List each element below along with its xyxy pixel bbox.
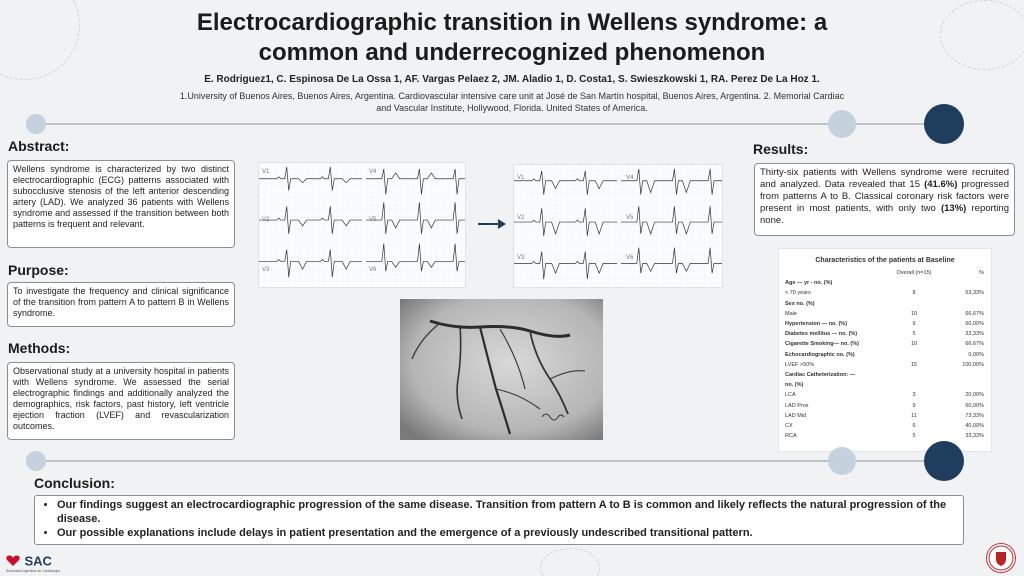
- coronary-angiography-image: [400, 299, 603, 440]
- table-row: [785, 421, 985, 431]
- purpose-heading: Purpose:: [8, 262, 69, 278]
- ecg-lead-label: V1: [517, 175, 525, 181]
- table-cell-overall: 15: [910, 361, 918, 368]
- abstract-box: Wellens syndrome is characterized by two distinct electrocardiographic (ECG) patterns associated with subocclusive stenosis of the left anterior descending artery (LAD). We analyzed 36 patients with Wellens syndrome and assessed if the transition between both patterns is frequent and relevant.: [7, 160, 235, 248]
- results-box: [754, 163, 1015, 236]
- results-text-a: Thirty-six patients with Wellens syndrome were recruited and analyzed. Data revealed that 15: [760, 167, 1009, 190]
- table-row: [785, 380, 985, 390]
- table-col-pct: %: [979, 270, 984, 277]
- table-cell-label: Male: [785, 310, 797, 317]
- table-cell-label: RCA: [785, 433, 797, 440]
- table-cell-pct: 66,67%: [965, 341, 984, 348]
- ecg-pattern-a: [258, 162, 466, 288]
- ecg-lead-label: V6: [626, 255, 634, 261]
- baseline-characteristics-table: [778, 248, 992, 452]
- ecg-lead-label: V4: [369, 169, 377, 175]
- table-row: [785, 309, 985, 319]
- table-cell-overall: 6: [912, 422, 916, 429]
- ecg-strip-b: [514, 165, 722, 287]
- title-line-2: common and underrecognized phenomenon: [258, 39, 766, 66]
- authors: E. Rodriguez1, C. Espinosa De La Ossa 1, AF. Vargas Pelaez 2, JM. Aladio 1, D. Costa1, S. Swieszkowski 1, RA. Perez De La Hoz 1.: [204, 74, 820, 85]
- table-cell-label: LCA: [785, 392, 796, 399]
- table-cell-pct: 53,33%: [965, 290, 984, 297]
- table-cell-pct: 60,00%: [965, 321, 984, 328]
- title-line-1: Electrocardiographic transition in Wellens syndrome: a: [196, 9, 828, 36]
- institution-seal: [986, 543, 1016, 573]
- table-cell-pct: 66,67%: [965, 310, 984, 317]
- table-row: [785, 350, 985, 360]
- decorative-ring: [0, 0, 80, 80]
- ecg-lead-label: V6: [369, 267, 377, 273]
- table-row: [785, 278, 985, 288]
- ecg-pattern-b: [513, 164, 723, 288]
- table-row: [785, 339, 985, 349]
- table-cell-label: Diabetes mellitus — no. (%): [785, 331, 858, 338]
- sac-logo-subtext: Sociedad Argentina de Cardiología: [6, 569, 61, 573]
- results-heading: Results:: [753, 141, 809, 157]
- top-divider: [30, 123, 950, 125]
- table-cell-overall: 10: [910, 341, 918, 348]
- table-cell-overall: 11: [911, 412, 917, 419]
- table-cell-overall: 9: [912, 402, 916, 409]
- divider-dot: [924, 441, 964, 481]
- table-cell-label: Age — yr - no. (%): [785, 280, 833, 287]
- table-cell-label: no. (%): [785, 382, 804, 389]
- conclusion-bullet: • Our possible explanations include delays in patient presentation and the emergence of a previously undescribed transitional pattern.: [57, 526, 955, 540]
- results-bold-a: (41.6%): [924, 179, 958, 190]
- table-row: [785, 431, 985, 441]
- poster-title: [120, 8, 904, 68]
- conclusion-box: [34, 495, 964, 545]
- ecg-lead-label: V4: [626, 175, 634, 181]
- table-cell-overall: 5: [912, 331, 916, 338]
- table-row: [785, 288, 985, 298]
- table-row: [785, 400, 985, 410]
- table-cell-label: Cigarette Smoking— no. (%): [785, 341, 859, 348]
- ecg-lead-label: V3: [517, 255, 525, 261]
- sac-logo: [6, 552, 60, 573]
- table-col-overall: Overall (n=15): [896, 270, 932, 277]
- divider-dot: [828, 110, 856, 138]
- angiography-drawing: [400, 299, 603, 440]
- ecg-lead-label: V2: [262, 217, 270, 223]
- table-cell-label: CX: [785, 422, 793, 429]
- ecg-lead-label: V5: [626, 215, 634, 221]
- ecg-lead-label: V1: [262, 169, 270, 175]
- bottom-divider: [36, 460, 946, 462]
- table-row: [785, 411, 985, 421]
- table-cell-pct: 20,00%: [965, 392, 984, 399]
- table-row: [785, 370, 985, 380]
- affiliation: [100, 90, 924, 114]
- decorative-ring: [540, 548, 600, 576]
- table-cell-label: Echocardiographic no. (%): [785, 351, 855, 358]
- ecg-strip-a: [259, 163, 465, 287]
- table-cell-label: LVEF >50%: [785, 361, 815, 368]
- table-row: [785, 360, 985, 370]
- table-body: [785, 278, 985, 441]
- table-row: [785, 319, 985, 329]
- table-caption: Characteristics of the patients at Baseline: [815, 257, 955, 264]
- transition-arrow-icon: [478, 218, 506, 230]
- table-cell-label: < 70 years: [785, 290, 811, 297]
- table-cell-pct: 40,00%: [965, 422, 984, 429]
- table-cell-pct: 33,33%: [965, 331, 984, 338]
- decorative-ring: [940, 0, 1024, 70]
- table-cell-label: Cardiac Catheterization: —: [785, 371, 856, 378]
- affiliation-line-2: and Vascular Institute, Hollywood, Florida. United States of America.: [376, 103, 648, 113]
- table-cell-overall: 3: [912, 392, 916, 399]
- table-cell-overall: 10: [910, 310, 918, 317]
- table-cell-label: Sex no. (%): [785, 300, 815, 307]
- divider-dot: [924, 104, 964, 144]
- ecg-lead-label: V5: [369, 217, 377, 223]
- shield-icon: [987, 544, 1015, 572]
- table-cell-pct: 33,33%: [965, 433, 984, 440]
- results-text-b: progressed from patterns A to B. Classical coronary risk factors were present in most patients, with only two: [760, 179, 1009, 214]
- table-cell-label: LAD Prox: [785, 402, 809, 409]
- table-cell-pct: 0,00%: [968, 351, 984, 358]
- results-bold-b: (13%): [940, 203, 967, 214]
- table-header-row: [785, 268, 985, 278]
- table-cell-overall: 5: [912, 433, 916, 440]
- table-cell-label: LAD Mid: [785, 412, 807, 419]
- table-cell-label: Hypertension — no. (%): [785, 321, 848, 328]
- table-cell-pct: 60,00%: [965, 402, 984, 409]
- conclusion-bullet: • Our findings suggest an electrocardiographic progression of the same disease. Transition from pattern A to B is common and likely reflects the natural progression of the disease.: [57, 498, 955, 526]
- table-cell-overall: 8: [912, 290, 916, 297]
- table-row: [785, 299, 985, 309]
- results-text-c: reporting none.: [760, 203, 1009, 226]
- table-row: [785, 329, 985, 339]
- conclusion-heading: Conclusion:: [34, 475, 115, 491]
- methods-heading: Methods:: [8, 340, 71, 356]
- purpose-box: To investigate the frequency and clinical significance of the transition from pattern A to pattern B in Wellens syndrome.: [7, 282, 235, 327]
- table-row: [785, 390, 985, 400]
- divider-dot: [26, 451, 46, 471]
- ecg-lead-label: V3: [262, 267, 270, 273]
- ecg-lead-label: V2: [517, 215, 525, 221]
- divider-dot: [26, 114, 46, 134]
- methods-box: Observational study at a university hospital in patients with Wellens syndrome. We assessed the serial electrographic findings and additionally analyzed the demographics, risk factors, past history, left ventricle ejection fraction (LVEF) and revascularization outcomes.: [7, 362, 235, 440]
- table-cell-overall: 9: [912, 321, 916, 328]
- table-cell-pct: 73,33%: [965, 412, 984, 419]
- table-cell-pct: 100,00%: [962, 361, 984, 368]
- sac-logo-text: SAC: [24, 553, 52, 569]
- abstract-heading: Abstract:: [8, 138, 70, 154]
- affiliation-line-1: 1.University of Buenos Aires, Buenos Aires, Argentina. Cardiovascular intensive care unit at José de San Martín hospital, Buenos Aires, Argentina. 2. Memorial Cardiac: [179, 91, 845, 101]
- divider-dot: [828, 447, 856, 475]
- heart-icon: [6, 555, 20, 567]
